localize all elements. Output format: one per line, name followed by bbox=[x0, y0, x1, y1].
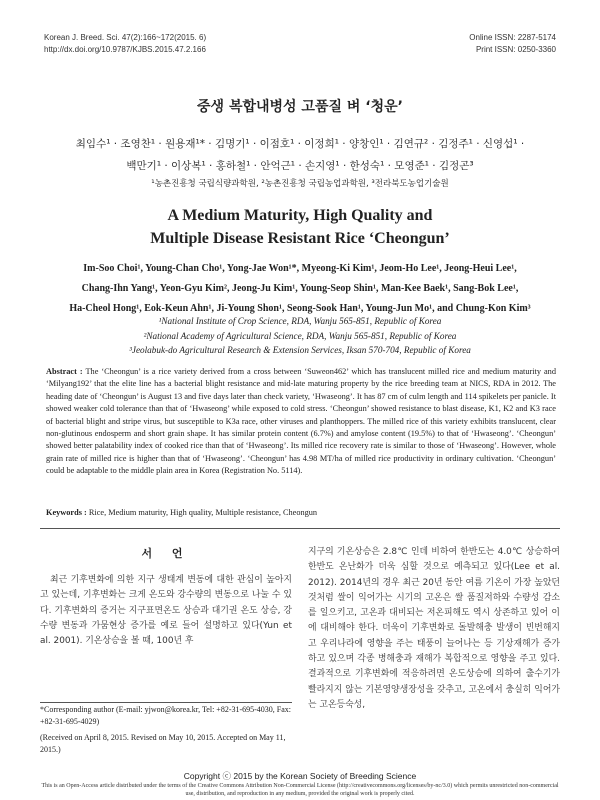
keywords-label: Keywords : bbox=[46, 508, 87, 517]
issn-header bbox=[469, 32, 556, 56]
abstract-label: Abstract : bbox=[46, 367, 83, 376]
affiliation-3: ³Jeolabuk-do Agricultural Research & Extension Services, Iksan 570-704, Republic of Korea bbox=[129, 345, 471, 355]
abstract bbox=[46, 366, 556, 478]
korean-authors bbox=[60, 133, 540, 177]
english-title bbox=[40, 204, 560, 250]
english-title-line2: Multiple Disease Resistant Rice ‘Cheongun’ bbox=[150, 230, 450, 247]
footnotes bbox=[40, 704, 292, 760]
copyright: Copyright ⓒ 2015 by the Korean Society of Breeding Science bbox=[183, 771, 417, 781]
korean-title: 중생 복합내병성 고품질 벼 ‘청운’ bbox=[197, 99, 403, 115]
english-title-line1: A Medium Maturity, High Quality and bbox=[167, 207, 433, 224]
english-authors-line2: Chang-Ihn Yang¹, Yeon-Gyu Kim², Jeong-Ju Kim¹, Young-Seop Shin¹, Man-Kee Baek¹, Sang-Bok Lee¹, bbox=[81, 283, 519, 294]
print-issn: Print ISSN: 0250-3360 bbox=[475, 45, 556, 54]
english-authors-line1: Im-Soo Choi¹, Young-Chan Cho¹, Yong-Jae Won¹*, Myeong-Ki Kim¹, Jeom-Ho Lee¹, Jeong-Heui Lee¹, bbox=[83, 263, 517, 274]
english-authors-line3: Ha-Cheol Hong¹, Eok-Keun Ahn¹, Ji-Young Shon¹, Seong-Sook Han¹, Young-Jun Mo¹, and Chung-Kon Kim³ bbox=[69, 303, 531, 314]
intro-right-text: 지구의 기온상승은 2.8℃ 인데 비하여 한반도는 4.0℃ 상승하여 한반도 온난화가 더욱 심할 것으로 예측되고 있다(Lee et al. 2012). 2014년의 경우 최근 20년 동안 여름 기온이 가장 높았던 것처럼 쌀이 익어가는 시기의 고온은 쌀 품질저하와 수량성 감소를 일으키고, 고온과 대비되는 저온피해도 역시 상존하고 있어 이에 대비해야 한다. 더욱이 기후변화로 돌발해충 발생이 빈번해지고 우리나라에 영향을 주는 태풍이 늘어나는 등 기상재해가 증가하고 있으며 각종 병해충과 재해가 복합적으로 영향을 주고 있다. 결과적으로 기후변화에 적응하려면 온도상승에 의하여 출수기가 빨라지지 않는 기본영양생장성을 갖추고, 고온에서 충실히 익어가는 고온등숙성, bbox=[308, 547, 560, 710]
left-column bbox=[40, 545, 292, 649]
korean-authors-line1: 최임수¹ · 조영찬¹ · 원용재¹* · 김명기¹ · 이점호¹ · 이정희¹ · 양창인¹ · 김연규² · 김정주¹ · 신영섭¹ · bbox=[75, 138, 525, 150]
online-issn: Online ISSN: 2287-5174 bbox=[469, 33, 556, 42]
divider-rule bbox=[40, 528, 560, 529]
korean-authors-line2: 백만기¹ · 이상복¹ · 홍하철¹ · 안억근¹ · 손지영¹ · 한성숙¹ · 모영준¹ · 김정곤³ bbox=[126, 160, 474, 172]
korean-affiliations: ¹농촌진흥청 국립식량과학원, ²농촌진흥청 국립농업과학원, ³전라북도농업기술원 bbox=[151, 179, 449, 189]
keywords-text: Rice, Medium maturity, High quality, Multiple resistance, Cheongun bbox=[88, 508, 318, 517]
affiliation-1: ¹National Institute of Crop Science, RDA, Wanju 565-851, Republic of Korea bbox=[158, 316, 442, 326]
english-authors bbox=[55, 259, 545, 319]
keywords bbox=[46, 508, 556, 517]
intro-left-text: 최근 기후변화에 의한 지구 생태계 변동에 대한 관심이 높아지고 있는데, 기후변화는 크게 온도와 강수량의 변동으로 나눌 수 있다. 기후변화의 증거는 지구표면온도 상승과 대기권 온도 상승, 강수량 변동과 가뭄현상 증가를 예로 들어 설명하고 있다(Yun et al. 2001). 기온상승을 볼 때, 100년 후 bbox=[40, 575, 292, 647]
received-dates: (Received on April 8, 2015. Revised on May 10, 2015. Accepted on May 11, 2015.) bbox=[40, 733, 286, 754]
journal-citation: Korean J. Breed. Sci. 47(2):166~172(2015. 6) bbox=[44, 33, 207, 42]
intro-heading: 서 언 bbox=[141, 547, 191, 560]
license-text: This is an Open-Access article distributed under the terms of the Creative Commons Attribution Non-Commercial License (http://creativecommons.org/licenses/by-nc/3.0) which permits unrestricted non-commercial use, distribution, and reproduction in any medium, provided the original work is properly cited. bbox=[41, 783, 559, 797]
english-affiliations bbox=[40, 314, 560, 358]
doi-link[interactable]: http://dx.doi.org/10.9787/KJBS.2015.47.2.166 bbox=[44, 45, 206, 54]
footnote-rule bbox=[40, 702, 292, 703]
corresponding-author: *Corresponding author (E-mail: yjwon@korea.kr, Tel: +82-31-695-4030, Fax: +82-31-695-4029) bbox=[40, 705, 292, 726]
right-column bbox=[308, 545, 560, 713]
affiliation-2: ²National Academy of Agricultural Science, RDA, Wanju 565-851, Republic of Korea bbox=[143, 330, 457, 341]
abstract-text: The ‘Cheongun’ is a rice variety derived from a cross between ‘Suweon462’ which has translucent milled rice and medium maturity and ‘Milyang192’ that the elite line has a bacterial blight resistance and mid-late maturing property by the rice breeding team at NICS, RDA in 2012. The heading date of ‘Cheongun’ is August 13 and five days later than check variety, ‘Hwaseong’. It has 87 cm of culm length and 114 spikelets per panicle. It showed weaker cold tolerance than that of ‘Hwaseong’ while exposed to cold stress. ‘Cheongun’ showed resistance to blast disease, K1, K2 and K3 race of bacterial blight and stripe virus, but susceptible to K3a race, other viruses and planthoppers. The milled rice of this variety exhibits translucent, clear non-glutinous endosperm and short grain shape. It has similar protein content (6.7%) and amylose content (19.5%) to that of ‘Hwaseong’. ‘Cheongun’ showed better palatability index of cooked rice than that of ‘Hwaseong’. Its milled rice recovery rate is similar to those of ‘Hwaseong’. However, whole grain rate of milled rice is higher than that of ‘Hwaseong’. ‘Cheongun’ has 4.98 MT/ha of milled rice productivity in ordinary cultivation. ‘Cheongun’ could be adaptable to the middle plain area in Korea (Registration No. 5114). bbox=[46, 367, 556, 476]
journal-header bbox=[44, 32, 206, 56]
